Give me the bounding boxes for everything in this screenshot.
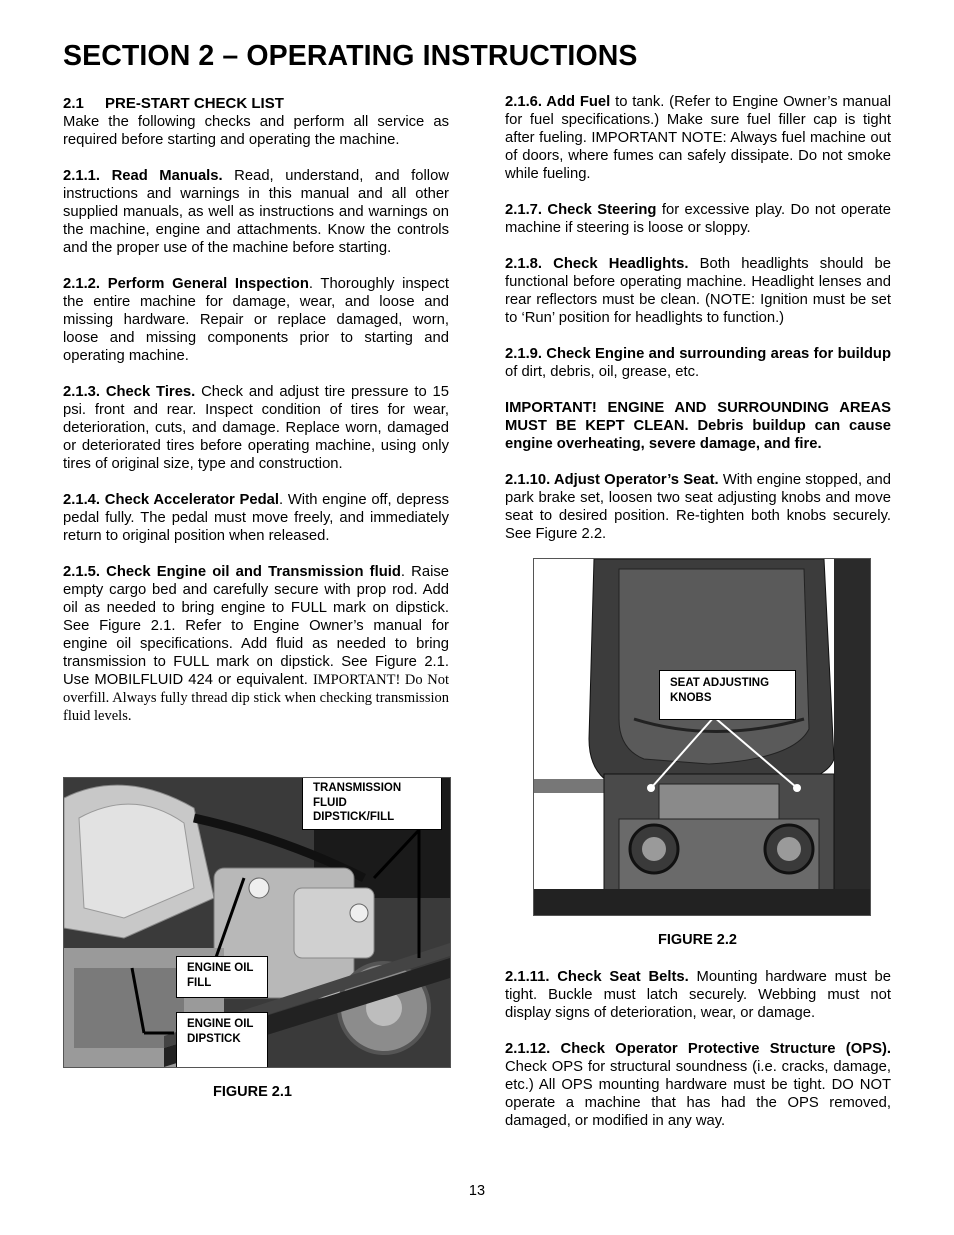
item-read-manuals <box>63 167 449 257</box>
heading-title: PRE-START CHECK LIST <box>105 95 284 112</box>
item-check-engine-areas <box>505 345 891 381</box>
item-check-tires <box>63 383 449 473</box>
item-label: 2.1.6. Add Fuel <box>505 94 611 110</box>
left-column <box>63 95 449 725</box>
item-label: 2.1.4. Check Accelerator Pedal <box>63 492 279 508</box>
callout-seat-adjusting-knobs: SEAT ADJUSTING KNOBS <box>659 670 796 720</box>
item-note: IMPORTANT! Do Not overfill. Always fully thread dip stick when checking transmission fluid levels. <box>63 672 449 724</box>
item-check-steering <box>505 201 891 237</box>
item-seat-belts <box>505 968 891 1022</box>
item-label: 2.1.9. Check Engine and surrounding areas for buildup <box>505 346 891 362</box>
engine-clean-warning <box>505 399 891 453</box>
right-column-lower <box>505 968 891 1148</box>
item-label: 2.1.11. Check Seat Belts. <box>505 969 689 985</box>
figure-2-1-engine-photo <box>63 777 451 1068</box>
figure-2-2-caption: FIGURE 2.2 <box>658 932 737 948</box>
checklist-heading <box>63 95 449 113</box>
item-label: 2.1.12. Check Operator Protective Structure (OPS). <box>505 1041 891 1057</box>
item-text: Check and adjust tire pressure to 15 psi. front and rear. Inspect condition of tires for wear, deterioration, cuts, and damage. Replace worn, damaged or deteriorated tires before operating machine, using only tires of original size, type and construction. <box>63 384 449 472</box>
item-text: . Raise empty cargo bed and carefully secure with prop rod. Add oil as needed to bring engine to FULL mark on dipstick. See Figure 2.1. Refer to Engine Owner’s manual for engine oil specifications. Add fluid as needed to bring transmission to FULL mark on dipstick. See Figure 2.1. Use MOBILFLUID 424 or equivalent. <box>63 564 449 688</box>
warning-text: IMPORTANT! ENGINE AND SURROUNDING AREAS MUST BE KEPT CLEAN. Debris buildup can cause engine overheating, severe damage, and fire. <box>505 400 891 452</box>
item-label: 2.1.10. Adjust Operator’s Seat. <box>505 472 719 488</box>
item-text: of dirt, debris, oil, grease, etc. <box>505 364 700 380</box>
item-operator-seat <box>505 471 891 543</box>
page-number: 13 <box>468 1183 486 1199</box>
item-label: 2.1.8. Check Headlights. <box>505 256 689 272</box>
section-title: SECTION 2 – OPERATING INSTRUCTIONS <box>63 40 638 72</box>
callout-transmission-fluid: TRANSMISSION FLUID DIPSTICK/FILL <box>302 777 442 830</box>
item-accelerator-pedal <box>63 491 449 545</box>
item-text: . With engine off, depress pedal fully. The pedal must move freely, and immediately return to original position when released. <box>63 492 449 544</box>
item-label: 2.1.1. Read Manuals. <box>63 168 223 184</box>
intro-paragraph: Make the following checks and perform all service as required before starting and operating the machine. <box>63 114 449 148</box>
item-text: for excessive play. Do not operate machine if steering is loose or sloppy. <box>505 202 892 236</box>
callout-engine-oil-fill: ENGINE OIL FILL <box>176 956 268 998</box>
figure-2-2-seat-photo <box>533 558 871 916</box>
figure-2-1-caption: FIGURE 2.1 <box>213 1084 292 1100</box>
item-check-headlights <box>505 255 891 327</box>
item-text: Both headlights should be functional before operating machine. Headlight lenses and rear reflectors must be clean. (NOTE: Ignition must be set to ‘Run’ position for headlights to function.) <box>505 256 891 326</box>
right-column <box>505 93 891 561</box>
item-text: to tank. (Refer to Engine Owner’s manual for fuel specifications.) Make sure fuel filler cap is tight after fueling. IMPORTANT NOTE: Always fuel machine out of doors, where fumes can safely dissipate. Do not smoke while fueling. <box>505 94 891 182</box>
item-label: 2.1.7. Check Steering <box>505 202 657 218</box>
item-text: With engine stopped, and park brake set, loosen two seat adjusting knobs and move seat to desired position. Re-tighten both knobs securely. See Figure 2.2. <box>505 472 891 542</box>
item-label: 2.1.2. Perform General Inspection <box>63 276 309 292</box>
item-add-fuel <box>505 93 891 183</box>
item-ops <box>505 1040 891 1130</box>
item-label: 2.1.3. Check Tires. <box>63 384 196 400</box>
item-label: 2.1.5. Check Engine oil and Transmission fluid <box>63 564 401 580</box>
item-engine-oil-transmission <box>63 563 449 725</box>
item-text: . Thoroughly inspect the entire machine for damage, wear, and loose and missing hardware. Repair or replace damaged, worn, loose and missing components prior to starting and operating machine. <box>63 276 449 364</box>
item-general-inspection <box>63 275 449 365</box>
item-text: Read, understand, and follow instructions and warnings in this manual and all other supplied manuals, as well as instructions and warnings on the machine, engine and attachments. Know the controls and the proper use of the machine before starting. <box>63 168 449 256</box>
heading-number: 2.1 <box>63 95 84 112</box>
callout-engine-oil-dipstick: ENGINE OIL DIPSTICK <box>176 1012 268 1068</box>
seat-illustration <box>534 559 870 915</box>
item-text: Mounting hardware must be tight. Buckle must latch securely. Webbing must not display signs of deterioration, wear, or damage. <box>505 969 891 1021</box>
item-text: Check OPS for structural soundness (i.e. cracks, damage, etc.) All OPS mounting hardware must be tight. DO NOT operate a machine that has had the OPS removed, damaged, or modified in any way. <box>505 1059 891 1129</box>
